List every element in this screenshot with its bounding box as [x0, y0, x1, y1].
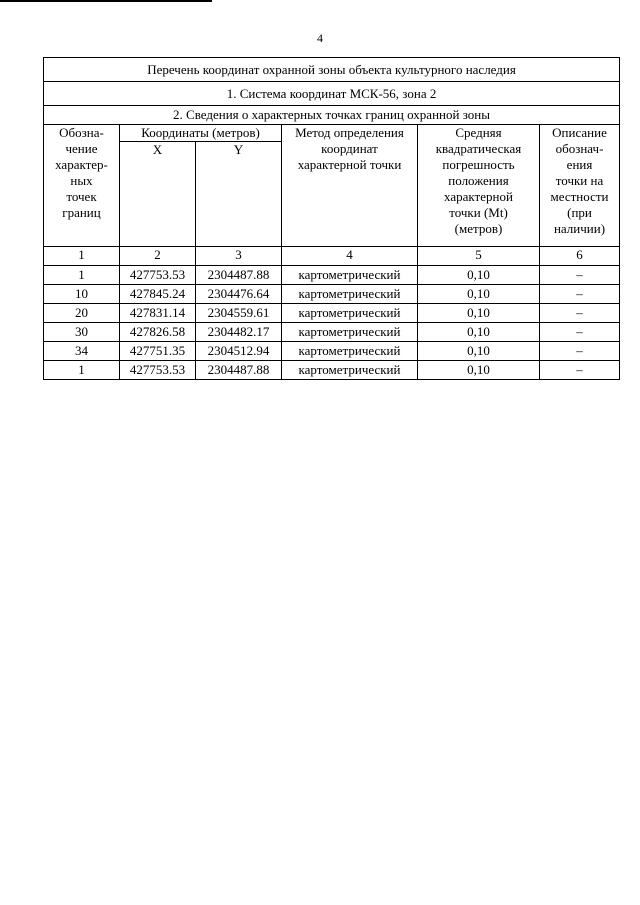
cell-description: –: [540, 285, 620, 304]
cell-y: 2304487.88: [196, 266, 282, 285]
cell-x: 427751.35: [120, 342, 196, 361]
cell-y: 2304487.88: [196, 361, 282, 380]
table-row: [44, 342, 620, 361]
section-title: 2. Сведения о характерных точках границ охранной зоны: [44, 106, 620, 125]
cell-x: 427753.53: [120, 266, 196, 285]
cell-x: 427831.14: [120, 304, 196, 323]
cell-description: –: [540, 361, 620, 380]
table-row: [44, 285, 620, 304]
cell-point: 10: [44, 285, 120, 304]
cell-description: –: [540, 342, 620, 361]
header-error: Средняя квадратическая погрешность положения характерной точки (Mt) (метров): [418, 125, 540, 247]
table-row: [44, 304, 620, 323]
cell-error: 0,10: [418, 285, 540, 304]
table-row: [44, 266, 620, 285]
cell-point: 1: [44, 361, 120, 380]
header-method: Метод определения координат характерной точки: [282, 125, 418, 247]
table-title: Перечень координат охранной зоны объекта культурного наследия: [44, 58, 620, 82]
cell-description: –: [540, 304, 620, 323]
cell-error: 0,10: [418, 304, 540, 323]
column-number: 4: [282, 247, 418, 266]
column-number: 3: [196, 247, 282, 266]
cell-y: 2304476.64: [196, 285, 282, 304]
cell-y: 2304559.61: [196, 304, 282, 323]
table-row: [44, 361, 620, 380]
cell-error: 0,10: [418, 266, 540, 285]
coordinate-system: 1. Система координат МСК-56, зона 2: [44, 82, 620, 106]
cell-method: картометрический: [282, 304, 418, 323]
cell-error: 0,10: [418, 323, 540, 342]
cell-y: 2304482.17: [196, 323, 282, 342]
page-number: 4: [317, 31, 323, 45]
header-x: X: [120, 142, 196, 247]
cell-x: 427753.53: [120, 361, 196, 380]
column-number-row: [44, 247, 620, 266]
cell-point: 1: [44, 266, 120, 285]
header-description: Описание обознач- ения точки на местности (при наличии): [540, 125, 620, 247]
cell-point: 30: [44, 323, 120, 342]
cell-x: 427845.24: [120, 285, 196, 304]
cell-x: 427826.58: [120, 323, 196, 342]
cell-method: картометрический: [282, 342, 418, 361]
cell-point: 20: [44, 304, 120, 323]
column-number: 5: [418, 247, 540, 266]
cell-method: картометрический: [282, 266, 418, 285]
coordinates-table: [43, 57, 620, 380]
cell-error: 0,10: [418, 361, 540, 380]
header-designation: Обозна- чение характер- ных точек границ: [44, 125, 120, 247]
column-number: 1: [44, 247, 120, 266]
column-number: 6: [540, 247, 620, 266]
cell-method: картометрический: [282, 361, 418, 380]
cell-point: 34: [44, 342, 120, 361]
cell-error: 0,10: [418, 342, 540, 361]
header-coordinates: Координаты (метров): [120, 125, 282, 142]
cell-method: картометрический: [282, 285, 418, 304]
header-y: Y: [196, 142, 282, 247]
cell-y: 2304512.94: [196, 342, 282, 361]
cell-description: –: [540, 323, 620, 342]
cell-description: –: [540, 266, 620, 285]
column-number: 2: [120, 247, 196, 266]
cell-method: картометрический: [282, 323, 418, 342]
top-rule: [0, 0, 212, 2]
table-row: [44, 323, 620, 342]
